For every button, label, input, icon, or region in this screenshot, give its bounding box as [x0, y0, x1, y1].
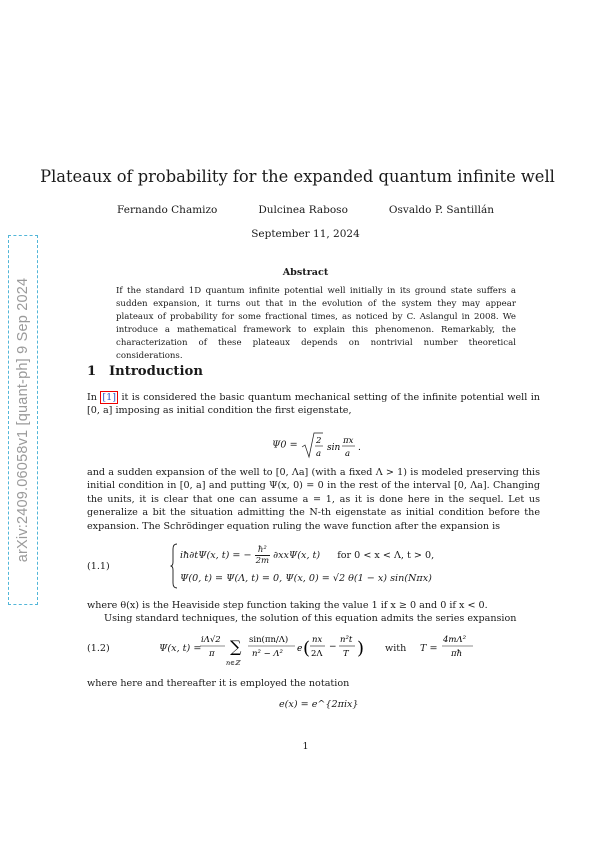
- svg-text:nx: nx: [312, 635, 323, 645]
- paragraph-5: where here and thereafter it is employed the notation: [87, 678, 350, 689]
- equation-1-1: iħ∂tΨ(x, t) = − $\frac{\text{ħ²}}{2m}$ ∂xxΨ(x, t) for 0 < x < Λ, t > 0, Ψ(0, t) = Ψ(Λ, t) = 0, Ψ(x, 0) = √2 θ(1 − x) sin(Nπx): [170, 543, 470, 589]
- svg-text:π: π: [209, 649, 215, 659]
- svg-text:2: 2: [315, 436, 322, 446]
- section-title: Introduction: [109, 364, 203, 379]
- svg-text:.: .: [357, 443, 361, 453]
- equation-1-2-formula: [199, 631, 399, 671]
- svg-text:4mΛ²: 4mΛ²: [443, 635, 467, 645]
- svg-text:n∈ℤ: n∈ℤ: [226, 659, 240, 667]
- equation-psi0: Ψ0 = 2 a sin πx a .: [272, 430, 367, 460]
- t-definition-lhs: T =: [420, 643, 438, 654]
- svg-text:): ): [357, 638, 365, 659]
- psi0-formula: [301, 430, 367, 460]
- svg-text:T: T: [343, 649, 349, 659]
- author-list: [8, 204, 595, 216]
- svg-text:∑: ∑: [230, 637, 242, 656]
- paragraph-3: where θ(x) is the Heaviside step function taking the value 1 if x ≥ 0 and 0 if x < 0.: [87, 600, 488, 611]
- paper-date: September 11, 2024: [251, 228, 360, 240]
- svg-text:a: a: [315, 449, 321, 459]
- svg-text:πx: πx: [342, 436, 354, 446]
- svg-text:2Λ: 2Λ: [311, 649, 323, 659]
- svg-text:−: −: [329, 642, 337, 652]
- svg-text:e: e: [297, 644, 303, 654]
- svg-text:n² − Λ²: n² − Λ²: [252, 649, 283, 659]
- author-1: Fernando Chamizo: [117, 204, 218, 216]
- svg-text:a: a: [344, 449, 350, 459]
- equation-number-1-1: (1.1): [87, 561, 110, 572]
- equation-1-2-lhs: Ψ(x, t) =: [159, 643, 202, 654]
- svg-text:sin(πn/Λ): sin(πn/Λ): [249, 635, 289, 645]
- page-number: 1: [302, 741, 309, 752]
- abstract-text: If the standard 1D quantum infinite potential well initially in its ground state suffers a sudden expansion, it turns out that in the evolution of the system they may appear plateaux of probability for some fractional times, as noticed by C. Aslangul in 2008. We introduce a mathematical framework to explain this phenomenon. Remarkably, the characterization of these plateaux depends on nontrivial number theoretical considerations.: [116, 286, 516, 361]
- citation-link[interactable]: [1]: [102, 392, 116, 403]
- svg-text:πħ: πħ: [451, 649, 463, 659]
- paragraph-1: In [1] it is considered the basic quantum mechanical setting of the infinite potential well in [0, a] imposing as initial condition the first eigenstate,: [87, 392, 540, 417]
- author-2: Dulcinea Raboso: [258, 204, 348, 216]
- exp-definition: e(x) = e^{2πix}: [279, 699, 359, 710]
- svg-text:(: (: [303, 638, 311, 659]
- arxiv-id: arXiv:2409.06058v1 [quant-ph] 9 Sep 2024: [15, 277, 31, 563]
- t-definition-formula: [440, 631, 480, 663]
- with-text: with: [385, 643, 407, 654]
- section-heading: [87, 364, 203, 379]
- paper-title: Plateaux of probability for the expanded quantum infinite well: [40, 167, 555, 186]
- paragraph-2: and a sudden expansion of the well to [0, Λa] (with a fixed Λ > 1) is modeled preserving this initial condition in [0, a] and putting Ψ(x, 0) = 0 in the rest of the interval [0, Λa]. Changing the units, it is clear that one can assume a = 1, as it is done here in the sequel. Let us generalize a bit the situation admitting the N-th eigenstate as initial condition before the expansion. The Schrödinger equation ruling the wave function after the expansion is: [87, 467, 540, 532]
- svg-text:sin: sin: [326, 443, 340, 453]
- author-3: Osvaldo P. Santillán: [388, 204, 494, 216]
- equation-number-1-2: (1.2): [87, 643, 110, 654]
- arxiv-side-stamp: [8, 235, 38, 605]
- section-number: 1: [87, 364, 97, 379]
- svg-text:n²t: n²t: [340, 635, 353, 645]
- svg-text:iΛ√2: iΛ√2: [201, 635, 221, 645]
- abstract-heading: Abstract: [282, 267, 329, 278]
- paragraph-4: Using standard techniques, the solution of this equation admits the series expansion: [104, 613, 517, 624]
- left-brace: [170, 543, 178, 589]
